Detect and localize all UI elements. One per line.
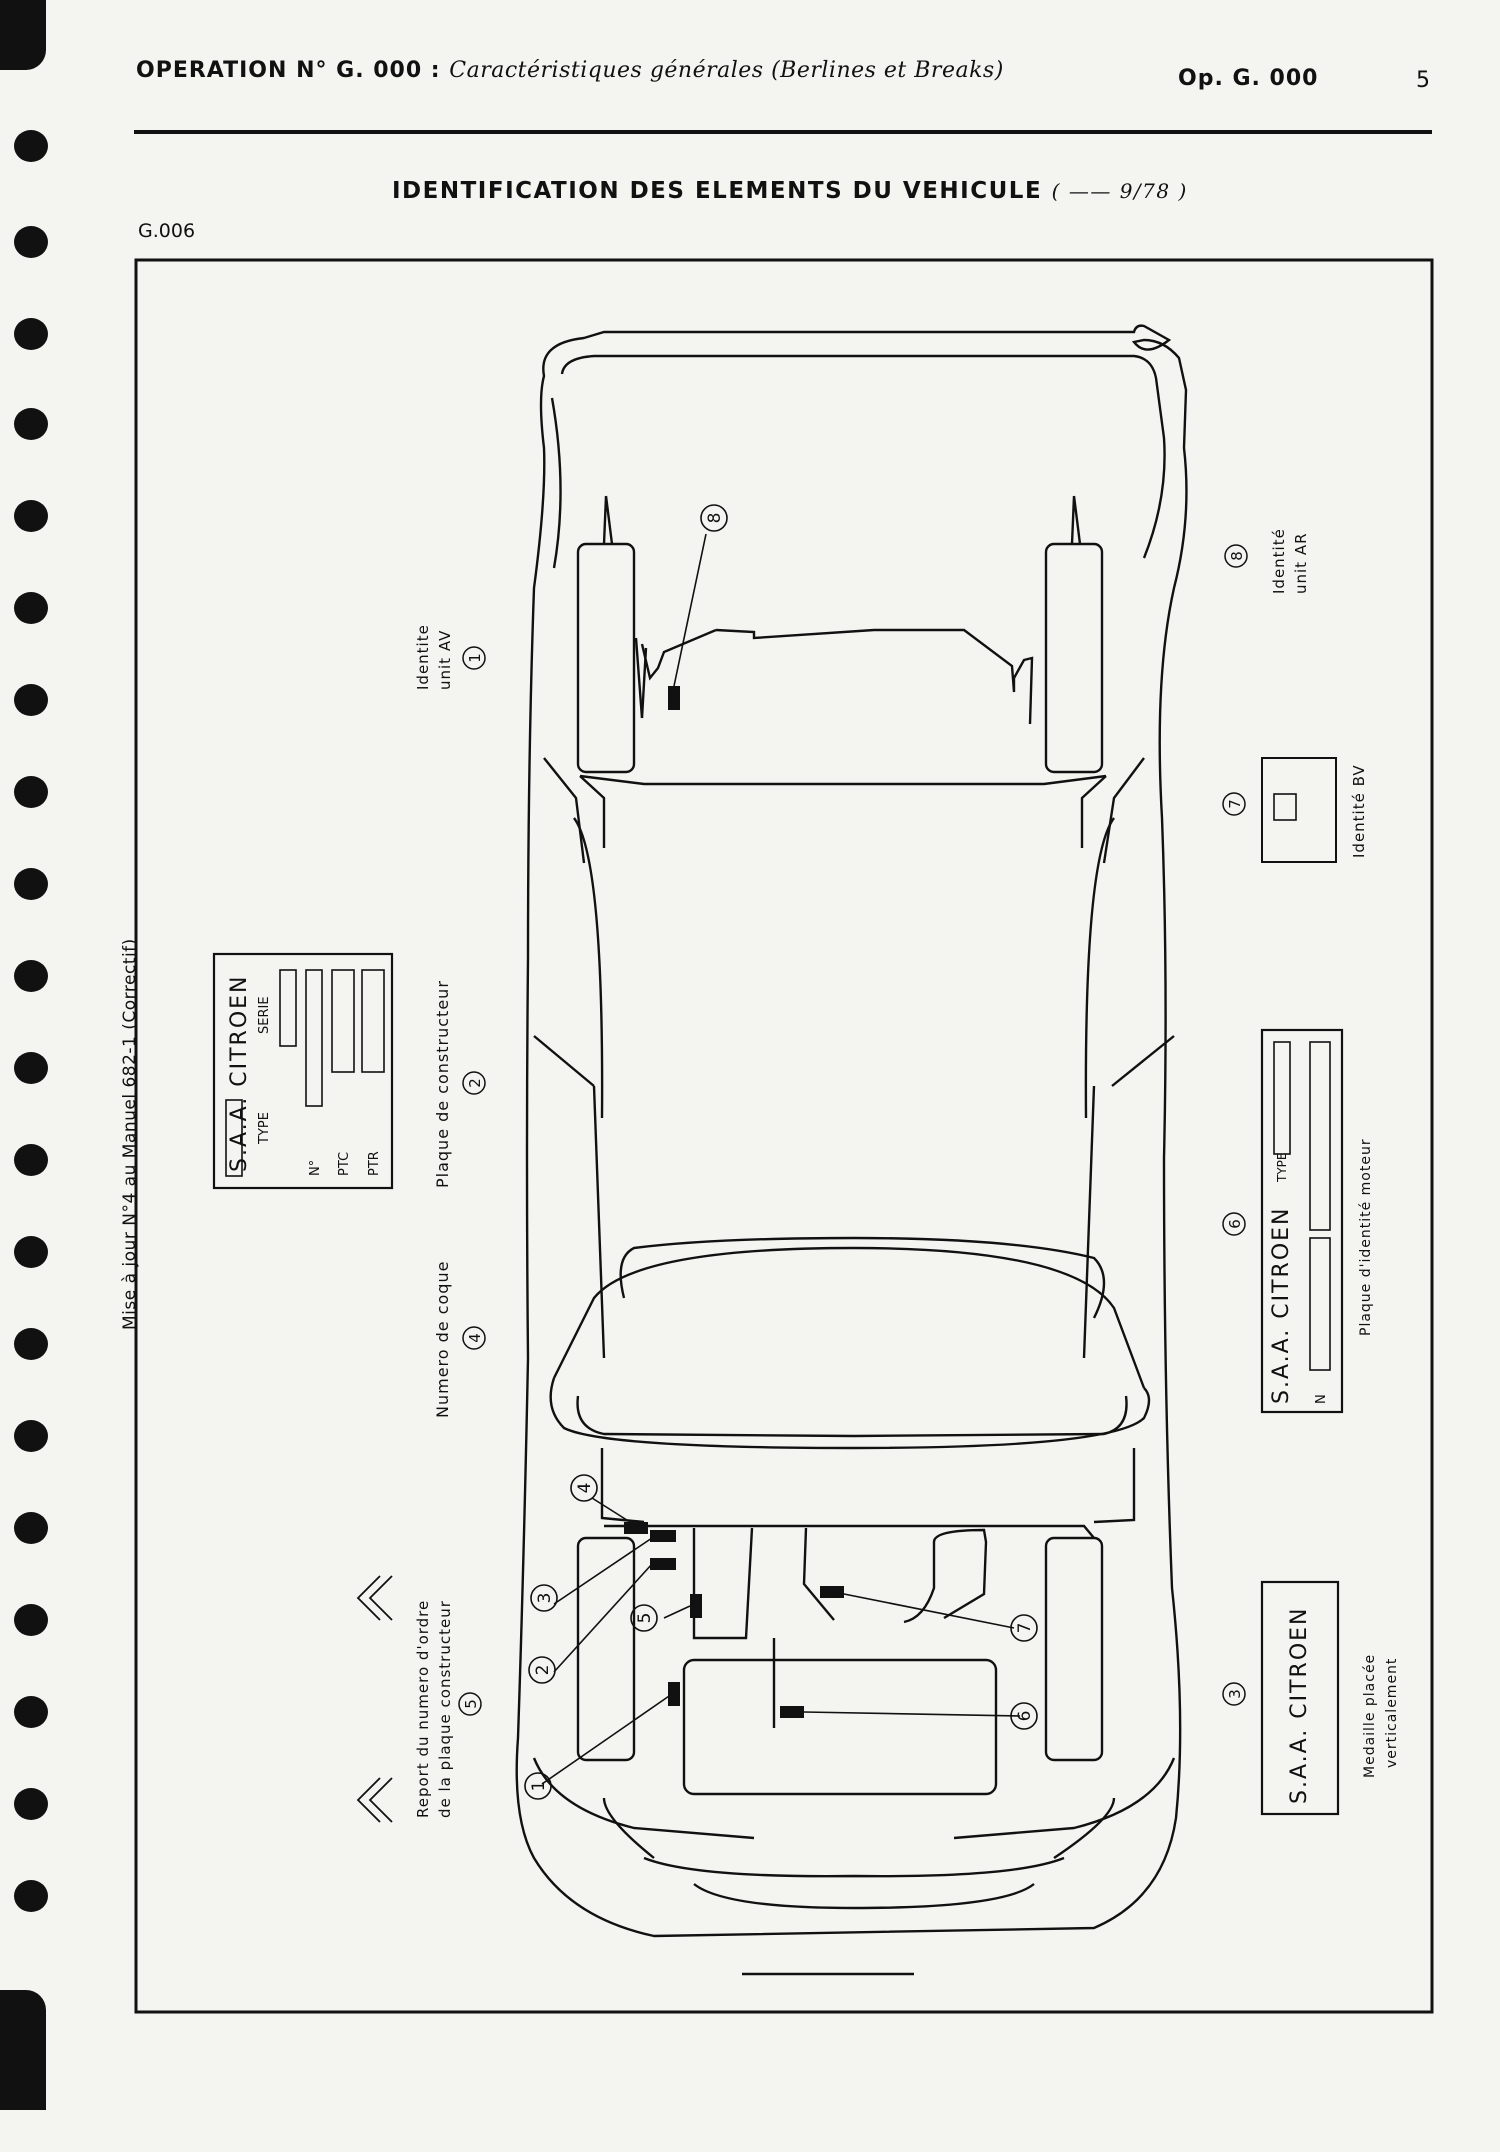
- section-title: [392, 178, 1188, 204]
- id-markers: [624, 686, 844, 1718]
- constructeur-brand: S.A.A. CITROEN: [227, 974, 252, 1172]
- marker-number-6: 6: [1015, 1710, 1035, 1722]
- medaille-number: 3: [1226, 1689, 1244, 1699]
- binder-hole: [14, 960, 48, 992]
- moteur-no-label: N: [1314, 1394, 1329, 1404]
- constructeur-serie-label: SERIE: [257, 996, 272, 1034]
- moteur-caption: Plaque d'identité moteur: [1358, 1138, 1374, 1336]
- marker-number-4: 4: [575, 1482, 595, 1494]
- caption-unit-ar: [1225, 528, 1310, 594]
- binder-hole: [14, 318, 48, 350]
- unit-ar-line2: unit AR: [1292, 532, 1310, 594]
- report-number: 5: [462, 1699, 480, 1709]
- figure-frame: [136, 260, 1432, 2012]
- marker-number-2: 2: [533, 1664, 553, 1676]
- plaque-constructeur: [214, 954, 392, 1188]
- constructeur-no-label: N°: [308, 1159, 323, 1176]
- section-title-text: IDENTIFICATION DES ELEMENTS DU VEHICULE: [392, 178, 1043, 204]
- unit-av-line2: unit AV: [436, 629, 454, 690]
- marker-block-6: [780, 1706, 804, 1718]
- caption-coque: [433, 1261, 485, 1418]
- binder-hole: [14, 1788, 48, 1820]
- medaille-caption-line1: Medaille placée: [1362, 1653, 1378, 1778]
- binder-hole: [14, 868, 48, 900]
- marker-block-5: [690, 1594, 702, 1618]
- coque-number: 4: [466, 1333, 484, 1343]
- medaille-brand: S.A.A. CITROEN: [1287, 1606, 1312, 1804]
- leader-lines: [542, 534, 1020, 1784]
- marker-number-3: 3: [535, 1592, 555, 1604]
- constructeur-ptr-label: PTR: [367, 1151, 382, 1176]
- constructeur-number: 2: [466, 1078, 484, 1088]
- unit-ar-number: 8: [1228, 551, 1246, 561]
- binder-hole: [14, 1512, 48, 1544]
- medaille: [1223, 1582, 1400, 1814]
- moteur-brand: S.A.A. CITROEN: [1269, 1206, 1294, 1404]
- moteur-type-label: TYPE: [1275, 1152, 1289, 1182]
- margin-note: Mise à jour N°4 au Manuel 682-1 (Correctif): [120, 938, 140, 1330]
- bv-number: 7: [1226, 799, 1244, 809]
- unit-av-line1: Identite: [414, 624, 432, 690]
- marker-circles: [525, 505, 1037, 1799]
- constructeur-ptc-label: PTC: [337, 1151, 352, 1176]
- marker-block-3: [650, 1530, 676, 1542]
- constructeur-type-label: TYPE: [257, 1112, 272, 1144]
- report-line1: Report du numero d'ordre: [414, 1599, 432, 1818]
- bv-caption: Identité BV: [1350, 764, 1368, 858]
- binder-hole: [14, 1328, 48, 1360]
- marker-block-4: [624, 1522, 648, 1534]
- binder-hole: [14, 1144, 48, 1176]
- marker-number-5: 5: [635, 1612, 655, 1624]
- binder-hole: [14, 776, 48, 808]
- marker-block-7: [820, 1586, 844, 1598]
- binder-hole: [14, 1236, 48, 1268]
- constructeur-caption: Plaque de constructeur: [433, 980, 452, 1188]
- coque-caption: Numero de coque: [433, 1260, 452, 1418]
- binder-hole: [14, 226, 48, 258]
- binder-hole: [14, 684, 48, 716]
- car-outline: [517, 326, 1187, 1974]
- op-reference: Op. G. 000: [1178, 66, 1319, 91]
- moteur-number: 6: [1226, 1219, 1244, 1229]
- marker-number-1: 1: [529, 1780, 549, 1792]
- binder-hole: [14, 592, 48, 624]
- binder-hole: [14, 130, 48, 162]
- marker-block-2: [650, 1558, 676, 1570]
- binder-hole: [14, 1604, 48, 1636]
- vehicle-diagram: [134, 258, 1434, 2014]
- header-rule: [134, 130, 1432, 134]
- operation-subtitle: Caractéristiques générales (Berlines et Breaks): [449, 58, 1004, 83]
- binder-brace-top: [0, 0, 46, 70]
- marker-block-1: [668, 1682, 680, 1706]
- binder-hole: [14, 408, 48, 440]
- caption-unit-av: [414, 624, 485, 690]
- header-operation: [136, 58, 1004, 83]
- plaque-moteur: [1262, 1030, 1342, 1412]
- operation-number: OPERATION N° G. 000 :: [136, 58, 441, 83]
- unit-ar-line1: Identité: [1270, 528, 1288, 594]
- caption-constructeur: [433, 980, 485, 1188]
- marker-number-8: 8: [705, 512, 725, 524]
- section-date: ( —— 9/78 ): [1051, 179, 1188, 203]
- caption-report: [358, 1576, 481, 1822]
- binder-hole: [14, 1880, 48, 1912]
- marker-number-7: 7: [1015, 1622, 1035, 1634]
- marker-numbers: [529, 513, 1035, 1792]
- binder-hole: [14, 500, 48, 532]
- unit-av-number: 1: [466, 653, 484, 663]
- medaille-caption-line2: verticalement: [1384, 1657, 1400, 1768]
- binder-hole: [14, 1420, 48, 1452]
- binder-hole: [14, 1696, 48, 1728]
- marker-block-8: [668, 686, 680, 710]
- binder-brace-bottom: [0, 1990, 46, 2110]
- figure-ref: G.006: [138, 220, 196, 242]
- caption-moteur: [1223, 1138, 1374, 1336]
- report-line2: de la plaque constructeur: [436, 1600, 454, 1818]
- page-number: 5: [1416, 68, 1430, 93]
- binder-hole: [14, 1052, 48, 1084]
- caption-bv: [1223, 758, 1368, 862]
